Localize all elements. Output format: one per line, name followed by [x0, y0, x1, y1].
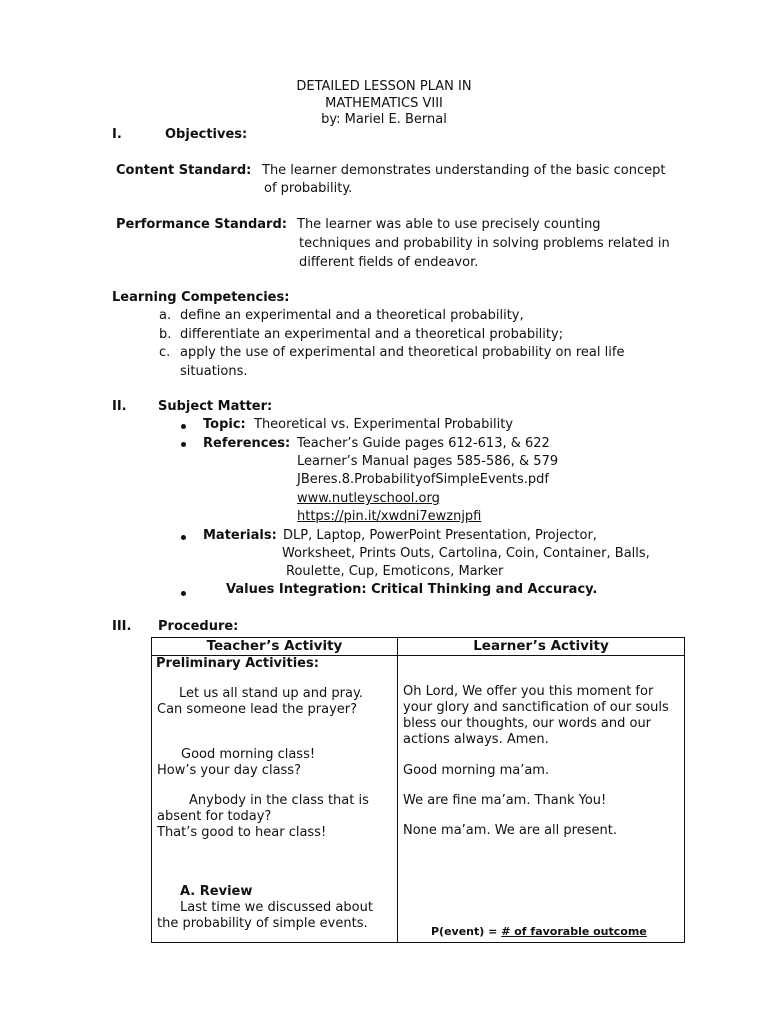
section-title-subject-matter: Subject Matter:: [158, 399, 273, 414]
teacher-greet-2: How’s your day class?: [157, 763, 301, 778]
section-numeral-procedure: III.: [112, 619, 132, 634]
learning-competencies-label: Learning Competencies:: [112, 290, 290, 305]
topic-value: Theoretical vs. Experimental Probability: [254, 417, 514, 432]
teacher-pray-2: Can someone lead the prayer?: [157, 702, 358, 717]
section-title-objectives: Objectives:: [165, 127, 248, 142]
preliminary-activities-heading: Preliminary Activities:: [156, 656, 319, 671]
section-numeral-subject-matter: II.: [112, 399, 127, 414]
materials-text-3: Roulette, Cup, Emoticons, Marker: [286, 564, 504, 579]
bullet-icon: [181, 442, 186, 447]
bullet-icon: [181, 591, 186, 596]
review-heading: A. Review: [180, 884, 253, 899]
reference-link-pinterest[interactable]: https://pin.it/xwdni7ewznjpfi: [297, 509, 482, 524]
learner-present: None ma’am. We are all present.: [403, 823, 617, 838]
content-standard-text-1: The learner demonstrates understanding of the basic concept: [262, 163, 666, 178]
section-title-procedure: Procedure:: [158, 619, 239, 634]
competency-marker-b: b.: [159, 327, 172, 342]
teacher-greet-1: Good morning class!: [181, 747, 316, 762]
topic-label: Topic:: [203, 417, 246, 432]
formula-prefix: P(event) =: [431, 925, 502, 938]
formula-numerator: # of favorable outcome: [501, 925, 647, 938]
materials-text-1: DLP, Laptop, PowerPoint Presentation, Projector,: [283, 528, 597, 543]
reference-learners-manual: Learner’s Manual pages 585-586, & 579: [297, 454, 559, 469]
learner-fine: We are fine ma’am. Thank You!: [403, 793, 607, 808]
teacher-pray-1: Let us all stand up and pray.: [179, 686, 363, 701]
teacher-absent-2: absent for today?: [157, 809, 272, 824]
competency-text-c-cont: situations.: [180, 364, 248, 379]
learner-prayer-1: Oh Lord, We offer you this moment for: [403, 684, 654, 699]
doc-author: by: Mariel E. Bernal: [321, 112, 447, 127]
bullet-icon: [181, 424, 186, 429]
reference-link-nutleyschool[interactable]: www.nutleyschool.org: [297, 491, 440, 506]
values-integration: Values Integration: Critical Thinking and Accuracy.: [226, 582, 598, 597]
learner-prayer-4: actions always. Amen.: [403, 732, 549, 747]
content-standard-label: Content Standard:: [116, 163, 252, 178]
competency-text-a: define an experimental and a theoretical probability,: [180, 308, 524, 323]
learner-prayer-3: bless our thoughts, our words and our: [403, 716, 652, 731]
bullet-icon: [181, 535, 186, 540]
references-label: References:: [203, 436, 291, 451]
column-header-learner: Learner’s Activity: [398, 638, 685, 656]
section-numeral-objectives: I.: [112, 127, 122, 142]
teacher-activity-cell: [152, 656, 398, 943]
reference-pdf: JBeres.8.ProbabilityofSimpleEvents.pdf: [297, 472, 549, 487]
teacher-review-1: Last time we discussed about: [180, 900, 373, 915]
competency-marker-c: c.: [159, 345, 171, 360]
performance-standard-text-1: The learner was able to use precisely counting: [297, 217, 601, 232]
teacher-review-2: the probability of simple events.: [157, 916, 368, 931]
materials-text-2: Worksheet, Prints Outs, Cartolina, Coin, Container, Balls,: [282, 546, 650, 561]
performance-standard-label: Performance Standard:: [116, 217, 287, 232]
doc-title-line2: MATHEMATICS VIII: [325, 96, 443, 111]
column-header-teacher: Teacher’s Activity: [152, 638, 398, 656]
procedure-table: [151, 637, 685, 943]
probability-formula: [431, 925, 647, 938]
competency-text-b: differentiate an experimental and a theoretical probability;: [180, 327, 564, 342]
content-standard-text-2: of probability.: [264, 181, 353, 196]
materials-label: Materials:: [203, 528, 277, 543]
performance-standard-text-2: techniques and probability in solving problems related in: [299, 236, 670, 251]
competency-marker-a: a.: [159, 308, 172, 323]
teacher-absent-3: That’s good to hear class!: [157, 825, 327, 840]
reference-teachers-guide: Teacher’s Guide pages 612-613, & 622: [297, 436, 550, 451]
learner-prayer-2: your glory and sanctification of our souls: [403, 700, 669, 715]
learner-greet: Good morning ma’am.: [403, 763, 550, 778]
doc-title-line1: DETAILED LESSON PLAN IN: [296, 79, 472, 94]
performance-standard-text-3: different fields of endeavor.: [299, 255, 479, 270]
competency-text-c: apply the use of experimental and theoretical probability on real life: [180, 345, 625, 360]
learner-activity-cell: [398, 656, 685, 943]
teacher-absent-1: Anybody in the class that is: [189, 793, 369, 808]
